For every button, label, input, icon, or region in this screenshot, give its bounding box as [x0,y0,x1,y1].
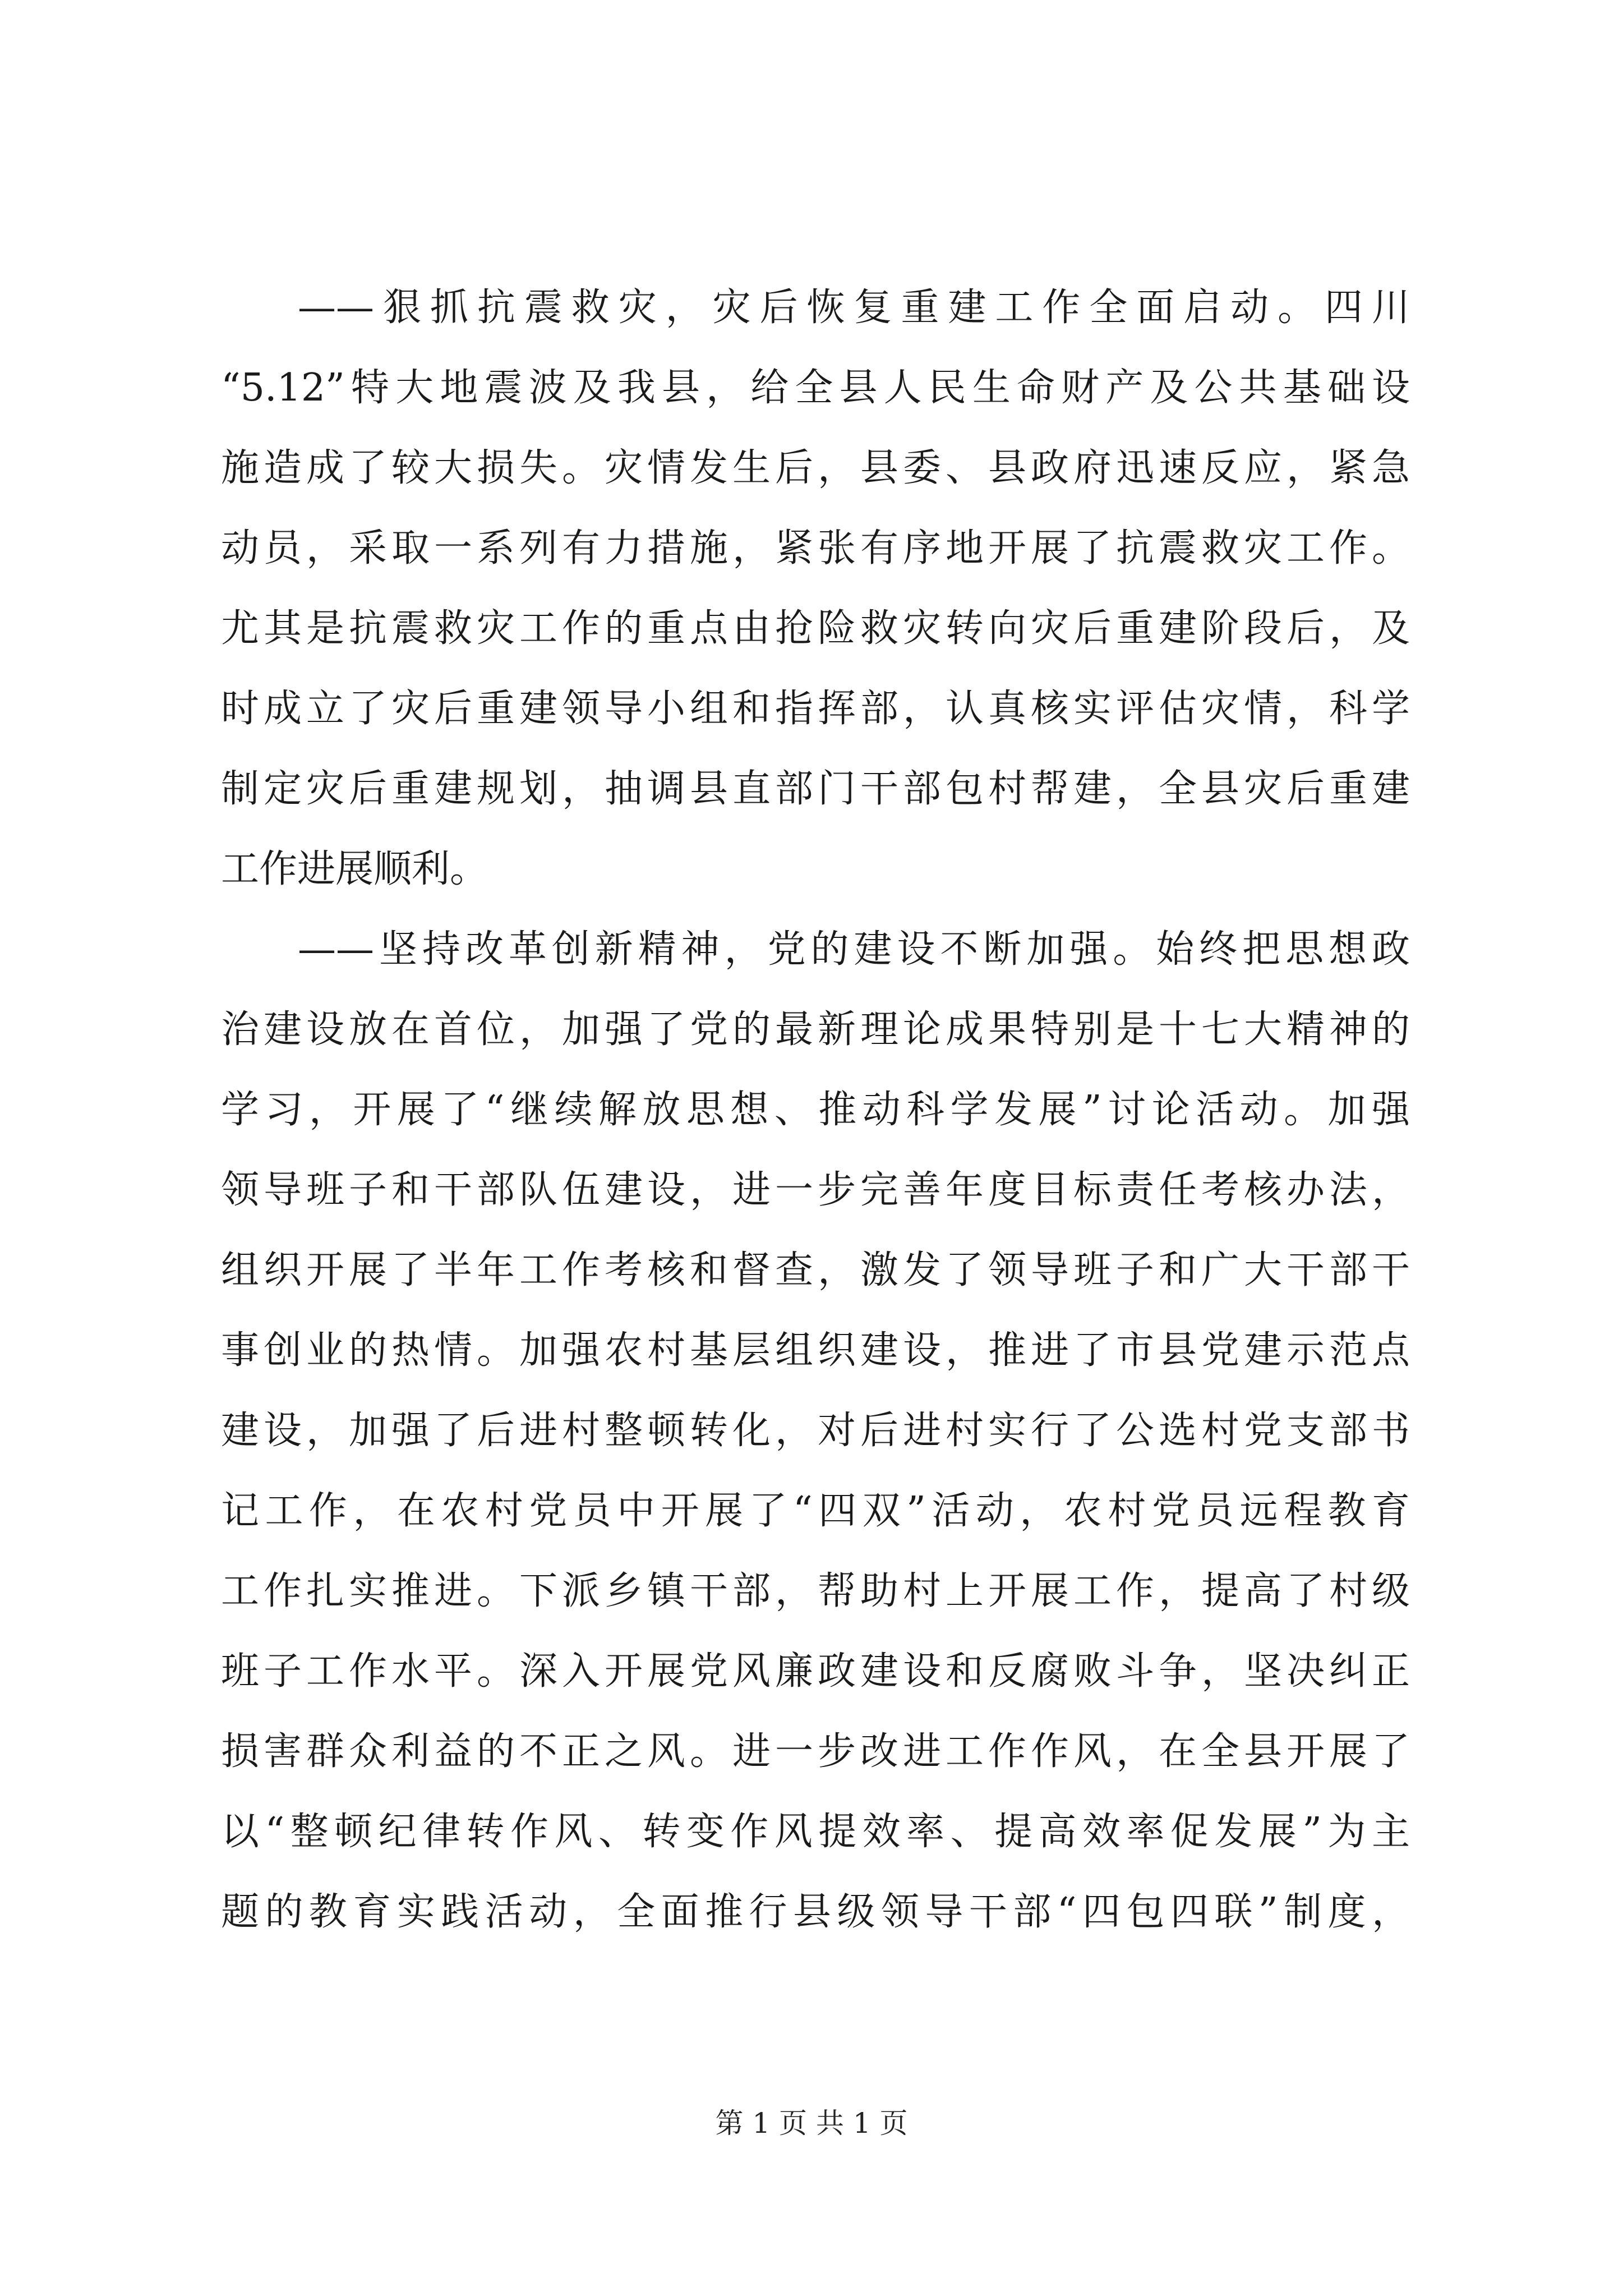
paragraph-1-line-2: “5.12”特大地震波及我县，给全县人民生命财产及公共基础设 [221,366,1410,410]
paragraph-2-line-4: 领导班子和干部队伍建设，进一步完善年度目标责任考核办法， [221,1168,1410,1212]
paragraph-2-line-7: 建设，加强了后进村整顿转化，对后进村实行了公选村党支部书 [221,1409,1410,1453]
paragraph-2-line-3: 学习，开展了“继续解放思想、推动科学发展”讨论活动。加强 [221,1088,1410,1132]
page-number-label: 第 1 页 共 1 页 [715,2107,908,2139]
paragraph-1-line-8: 工作进展顺利。 [221,847,488,891]
paragraph-1-line-1: ——狠抓抗震救灾，灾后恢复重建工作全面启动。四川 [298,286,1410,330]
paragraph-2-line-8: 记工作，在农村党员中开展了“四双”活动，农村党员远程教育 [221,1489,1410,1533]
paragraph-1-line-6: 时成立了灾后重建领导小组和指挥部，认真核实评估灾情，科学 [221,687,1410,731]
paragraph-1-line-7: 制定灾后重建规划，抽调县直部门干部包村帮建，全县灾后重建 [221,767,1410,811]
paragraph-2-line-11: 损害群众利益的不正之风。进一步改进工作作风，在全县开展了 [221,1729,1410,1774]
paragraph-1-line-4: 动员，采取一系列有力措施，紧张有序地开展了抗震救灾工作。 [221,526,1410,570]
paragraph-2-line-6: 事创业的热情。加强农村基层组织建设，推进了市县党建示范点 [221,1328,1410,1373]
paragraph-2-line-5: 组织开展了半年工作考核和督查，激发了领导班子和广大干部干 [221,1248,1410,1292]
paragraph-2-line-1: ——坚持改革创新精神，党的建设不断加强。始终把思想政 [298,927,1410,972]
paragraph-2-line-9: 工作扎实推进。下派乡镇干部，帮助村上开展工作，提高了村级 [221,1569,1410,1613]
paragraph-2-line-13: 题的教育实践活动，全面推行县级领导干部“四包四联”制度， [221,1890,1410,1934]
paragraph-2-line-12: 以“整顿纪律转作风、转变作风提效率、提高效率促发展”为主 [221,1810,1410,1854]
paragraph-2-line-10: 班子工作水平。深入开展党风廉政建设和反腐败斗争，坚决纠正 [221,1649,1410,1694]
paragraph-1-line-3: 施造成了较大损失。灾情发生后，县委、县政府迅速反应，紧急 [221,446,1410,490]
paragraph-2-line-2: 治建设放在首位，加强了党的最新理论成果特别是十七大精神的 [221,1007,1410,1052]
page-footer [0,2101,1623,2146]
paragraph-1-line-5: 尤其是抗震救灾工作的重点由抢险救灾转向灾后重建阶段后，及 [221,606,1410,651]
